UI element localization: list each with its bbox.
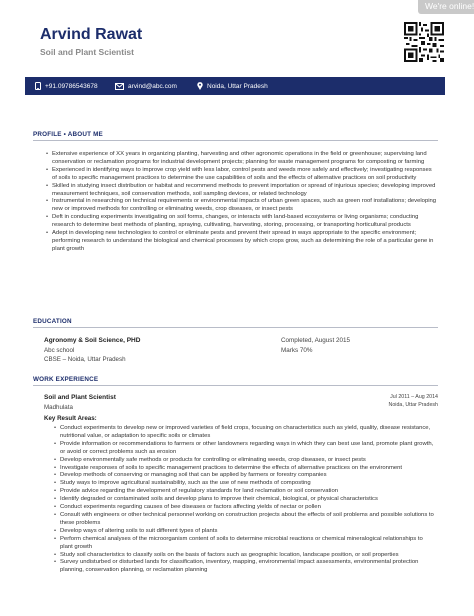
list-item: • Instrumental in researching on technical requirements or environmental impacts of urban green spaces, such as green roof installations; developing new or improved methods for controlling or eliminating weeds, crop diseases, or insect pests (46, 198, 438, 214)
list-item: • Extensive experience of XX years in organizing planting, harvesting and other agronomic operations in the field or greenhouse; supervising land conservation or reclamation programs for industrial development projects; planning for waste management programs for composting or farming (46, 151, 438, 167)
list-item: • Adept in developing new technologies to control or eliminate pests and prevent their spread in ways appropriate to the specific environment; performing research to understand the biological and chemical processes by which crops grow, such as determining the role of a particular gene in plant growth (46, 230, 438, 254)
school-name: Abc school (44, 347, 75, 354)
profile-list (46, 151, 438, 254)
education-heading: EDUCATION (33, 318, 72, 325)
resume-name: Arvind Rawat (40, 26, 143, 43)
list-item: • Identify degraded or contaminated soils and develop plans to improve their chemical, biological, or physical characteristics (54, 496, 436, 504)
list-item: • Study soil characteristics to classify soils on the basis of factors such as geographic location, landscape position, or soil properties (54, 552, 436, 560)
school-board: CBSE – Noida, Uttar Pradesh (44, 356, 126, 363)
list-item: • Skilled in studying insect distribution or habitat and recommend methods to prevent importation or spread of injurious species; developing improved measurement techniques, soil conservation methods, soil sampling devices, or related technology (46, 183, 438, 199)
contact-bar (25, 77, 445, 95)
list-item: • Conduct experiments regarding causes of bee diseases or factors affecting yields of nectar or pollen (54, 504, 436, 512)
list-item: • Develop ways of altering soils to suit different types of plants (54, 528, 436, 536)
location-pin-icon (197, 82, 203, 90)
list-item: • Conduct experiments to develop new or improved varieties of field crops, focusing on characteristics such as yield, quality, disease resistance, nutritional value, or adaptation to specific soils or climates (54, 425, 436, 441)
profile-heading: PROFILE • ABOUT ME (33, 131, 103, 138)
qr-code-icon (404, 22, 444, 62)
phone-icon (35, 82, 41, 90)
list-item: • Develop environmentally safe methods or products for controlling or eliminating weeds, crop diseases, or insect pests (54, 457, 436, 465)
kra-heading: Key Result Areas: (44, 415, 97, 422)
list-item: • Experienced in identifying ways to improve crop yield with less labor, control pests and weeds more safely and effectively; investigating responses of soils to specific management practices to determine the use capabilities of soils and the effects of alternative practices on soil productivity (46, 167, 438, 183)
job-location: Noida, Uttar Pradesh (388, 402, 438, 408)
list-item: • Provide advice regarding the development of regulatory standards for land reclamation or soil conservation (54, 488, 436, 496)
experience-heading: WORK EXPERIENCE (33, 376, 99, 383)
list-item: • Consult with engineers or other technical personnel working on construction projects about the effects of soil problems and possible solutions to these problems (54, 512, 436, 528)
list-item: • Investigate responses of soils to specific management practices to determine the effects of alternative practices on the environment (54, 465, 436, 473)
list-item: • Study ways to improve agricultural sustainability, such as the use of new methods of composting (54, 480, 436, 488)
chat-badge[interactable]: We're online! (418, 0, 474, 14)
list-item: • Perform chemical analyses of the microorganism content of soils to determine microbial reactions or chemical mineralogical relationships to plant growth (54, 536, 436, 552)
location-text: Noida, Uttar Pradesh (207, 82, 268, 90)
list-item: • Survey undisturbed or disturbed lands for classification, inventory, mapping, environmental impact assessments, environmental protection planning, conservation planning, or reclamation planning (54, 559, 436, 575)
phone-text: +91.09786543678 (45, 82, 98, 90)
education-divider (33, 327, 438, 328)
email-text: arvind@abc.com (128, 82, 177, 90)
kra-list (54, 425, 436, 575)
job-title: Soil and Plant Scientist (44, 394, 116, 401)
profile-divider (33, 140, 438, 141)
experience-divider (33, 385, 438, 386)
email-icon (115, 83, 124, 90)
contact-phone[interactable] (35, 77, 98, 95)
list-item: • Deft in conducting experiments investigating on soil forms, changes, or interacts with land-based ecosystems or living organisms; conducting research to determine best methods of planting, spraying, cultivating, harvesting, storing, processing, or transporting horticultural products (46, 214, 438, 230)
company-name: Madhulata (44, 404, 73, 411)
marks: Marks 70% (281, 347, 313, 354)
contact-email[interactable] (115, 77, 177, 95)
list-item: • Develop methods of conserving or managing soil that can be applied by farmers or forestry companies (54, 472, 436, 480)
degree-title: Agronomy & Soil Science, PHD (44, 337, 141, 344)
resume-title: Soil and Plant Scientist (40, 47, 134, 57)
completion-date: Completed, August 2015 (281, 337, 350, 344)
list-item: • Provide information or recommendations to farmers or other landowners regarding ways in which they can best use land, promote plant growth, or avoid or correct problems such as erosion (54, 441, 436, 457)
contact-location (197, 77, 268, 95)
job-dates: Jul 2011 – Aug 2014 (390, 394, 438, 400)
